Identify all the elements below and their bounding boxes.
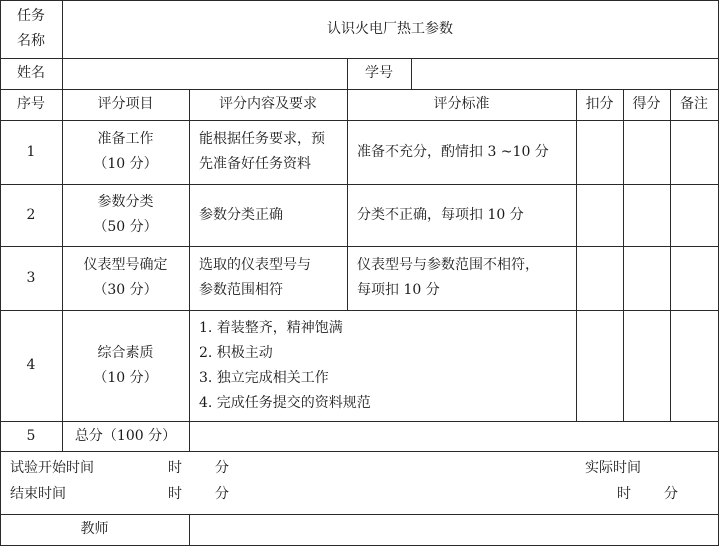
end-minute-unit: 分 bbox=[215, 486, 229, 502]
actual-time-label: 实际时间 bbox=[585, 460, 641, 476]
total-label-cell bbox=[62, 421, 189, 451]
student-id-label-cell bbox=[347, 58, 411, 89]
row-item-name: 综合素质 bbox=[97, 344, 154, 361]
total-seq-text: 5 bbox=[26, 427, 36, 444]
col-header-seq bbox=[0, 89, 62, 120]
row-standard-line: 分类不正确，每项扣 10 分 bbox=[357, 206, 524, 223]
col-header-item bbox=[62, 89, 189, 120]
end-hour-unit: 时 bbox=[168, 486, 182, 502]
row-seq bbox=[0, 310, 62, 421]
row-content-line: 能根据任务要求，预 bbox=[199, 131, 325, 147]
row-item bbox=[62, 120, 189, 184]
row-standard bbox=[347, 246, 576, 310]
row-seq-text: 3 bbox=[26, 269, 36, 286]
col-header-content-text: 评分内容及要求 bbox=[219, 96, 317, 112]
row-seq bbox=[0, 246, 62, 310]
teacher-label-cell bbox=[0, 514, 189, 545]
task-name-label bbox=[0, 0, 62, 58]
start-time-label: 试验开始时间 bbox=[10, 460, 94, 476]
row-item-points: （10 分） bbox=[93, 369, 158, 386]
row-content-line: 参数分类正确 bbox=[199, 206, 283, 223]
student-id-label: 学号 bbox=[365, 65, 393, 81]
col-header-content bbox=[189, 89, 347, 120]
name-field[interactable] bbox=[62, 58, 347, 89]
row-content-line: 参数范围相符 bbox=[199, 282, 283, 298]
task-label-line2: 名称 bbox=[17, 33, 45, 49]
col-header-deduct-text: 扣分 bbox=[585, 96, 614, 112]
task-label-line1: 任务 bbox=[17, 8, 45, 24]
row-content-line: 选取的仪表型号与 bbox=[199, 257, 311, 273]
row-standard-line: 每项扣 10 分 bbox=[357, 282, 440, 298]
total-score-field[interactable] bbox=[189, 421, 718, 451]
student-id-field[interactable] bbox=[411, 58, 718, 89]
row-item bbox=[62, 246, 189, 310]
row-content-line: 2. 积极主动 bbox=[199, 344, 273, 361]
rule-line bbox=[670, 89, 671, 421]
rule-line bbox=[623, 89, 624, 421]
row-content-line: 先准备好任务资料 bbox=[199, 156, 311, 172]
col-header-remark bbox=[670, 89, 718, 120]
start-minute-unit: 分 bbox=[215, 460, 229, 476]
rule-line bbox=[576, 89, 577, 421]
total-seq bbox=[0, 421, 62, 451]
task-name-cell bbox=[62, 0, 718, 58]
name-label-cell bbox=[0, 58, 62, 89]
row-item bbox=[62, 184, 189, 246]
col-header-remark-text: 备注 bbox=[680, 96, 708, 112]
col-header-deduct bbox=[576, 89, 623, 120]
end-time-label: 结束时间 bbox=[10, 486, 66, 502]
row-standard-line: 仪表型号与参数范围不相符， bbox=[357, 257, 539, 273]
teacher-label: 教师 bbox=[80, 521, 109, 537]
row-item-points: （10 分） bbox=[93, 156, 158, 172]
row-seq bbox=[0, 120, 62, 184]
actual-minute-unit: 分 bbox=[664, 486, 678, 502]
rule-line bbox=[0, 451, 719, 452]
row-item-name: 参数分类 bbox=[97, 194, 154, 210]
row-standard-line: 准备不充分，酌情扣 3 ~10 分 bbox=[357, 143, 549, 160]
row-seq-text: 1 bbox=[26, 143, 36, 160]
col-header-standard bbox=[347, 89, 576, 120]
row-content-line: 1. 着装整齐，精神饱满 bbox=[199, 319, 343, 336]
col-header-score bbox=[623, 89, 670, 120]
row-standard bbox=[347, 120, 576, 184]
col-header-standard-text: 评分标准 bbox=[433, 96, 490, 112]
row-content bbox=[189, 184, 347, 246]
row-content bbox=[189, 120, 347, 184]
row-content bbox=[189, 246, 347, 310]
total-label: 总分（100 分） bbox=[74, 427, 177, 444]
row-item-points: （30 分） bbox=[93, 282, 158, 298]
row-item bbox=[62, 310, 189, 421]
row-item-name: 准备工作 bbox=[97, 131, 154, 147]
teacher-signature-field[interactable] bbox=[189, 514, 718, 545]
row-seq bbox=[0, 184, 62, 246]
task-name: 认识火电厂热工参数 bbox=[327, 20, 453, 37]
row-content-line: 4. 完成任务提交的资料规范 bbox=[199, 394, 371, 411]
row-content bbox=[189, 310, 576, 421]
col-header-seq-text: 序号 bbox=[17, 96, 45, 112]
name-label: 姓名 bbox=[17, 65, 45, 81]
row-seq-text: 4 bbox=[26, 357, 36, 373]
start-hour-unit: 时 bbox=[168, 460, 182, 476]
col-header-item-text: 评分项目 bbox=[97, 96, 154, 112]
col-header-score-text: 得分 bbox=[632, 96, 661, 112]
row-item-points: （50 分） bbox=[93, 219, 158, 235]
actual-hour-unit: 时 bbox=[617, 486, 631, 502]
row-seq-text: 2 bbox=[26, 206, 36, 223]
row-item-name: 仪表型号确定 bbox=[83, 257, 168, 273]
row-standard bbox=[347, 184, 576, 246]
row-content-line: 3. 独立完成相关工作 bbox=[199, 369, 329, 386]
